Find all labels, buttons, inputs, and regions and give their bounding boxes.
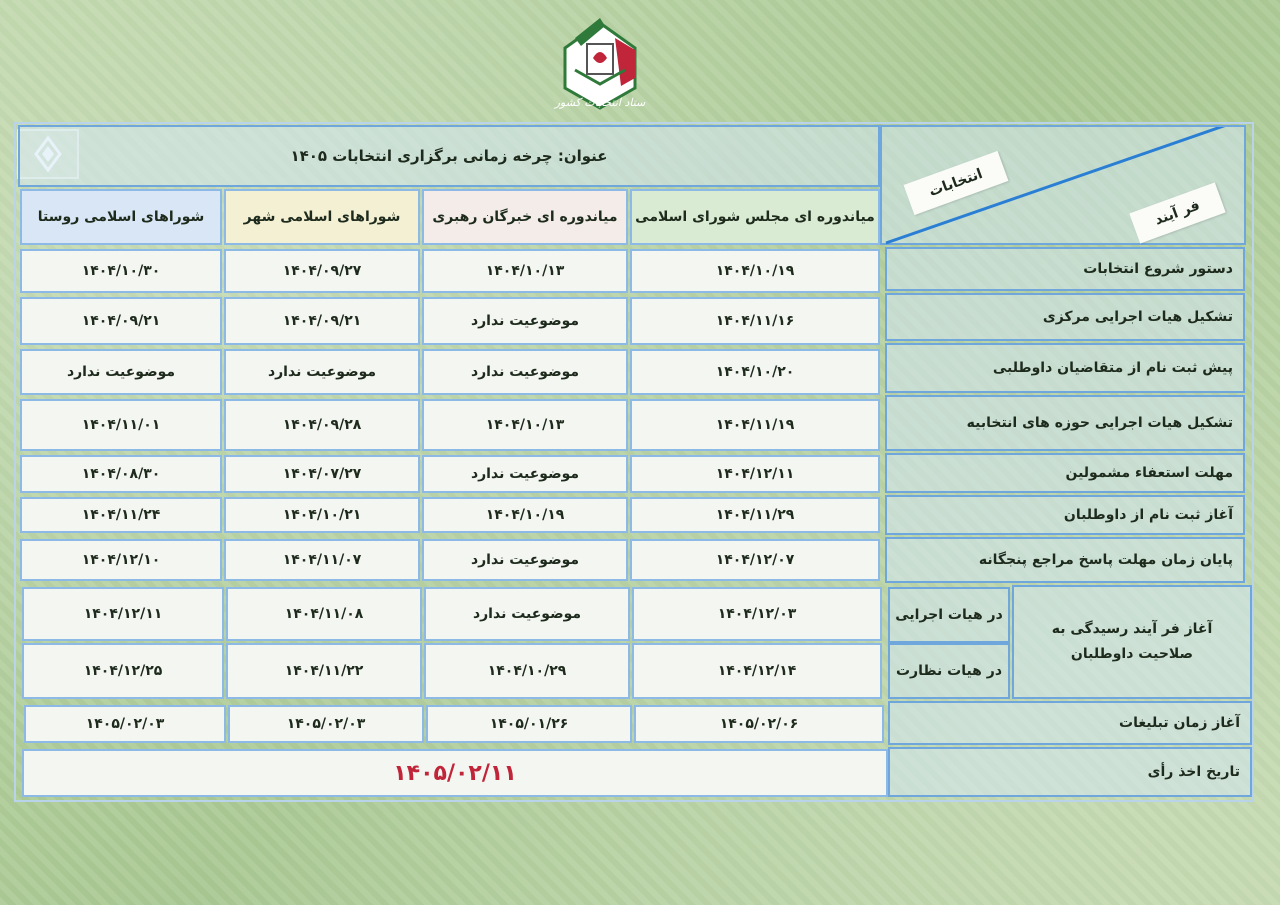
row-label-text: پایان زمان مهلت پاسخ مراجع پنجگانه [978, 552, 1233, 568]
column-header-experts [422, 189, 628, 245]
cell-value: ۱۴۰۵/۰۲/۰۳ [85, 716, 165, 732]
column-header-village-councils-text: شوراهای اسلامی روستا [37, 209, 205, 225]
cell-value: ۱۴۰۴/۰۹/۲۱ [282, 313, 362, 329]
row-label-text: مهلت استعفاء مشمولین [1065, 465, 1233, 481]
row-label-central-executive-board [885, 293, 1245, 341]
row-label-vote-date [888, 747, 1252, 797]
row-label-text: تاریخ اخذ رأی [1147, 764, 1240, 780]
vote-date-value: ۱۴۰۵/۰۲/۱۱ [393, 760, 517, 786]
table-cell [630, 399, 880, 451]
cell-value: ۱۴۰۴/۱۰/۱۹ [715, 263, 795, 279]
elections-label: انتخابات [926, 165, 985, 201]
cell-value: ۱۴۰۴/۰۷/۲۷ [282, 466, 362, 482]
row-label-text: دستور شروع انتخابات [1083, 261, 1233, 277]
row-label-text: آغاز فر آیند رسیدگی به صلاحیت داوطلبان [1051, 620, 1213, 662]
logo-caption: ستاد انتخابات کشور [554, 96, 646, 109]
cell-value: ۱۴۰۴/۱۰/۲۹ [487, 663, 567, 679]
cell-value: ۱۴۰۴/۱۱/۱۹ [715, 417, 795, 433]
table-cell [422, 399, 628, 451]
cell-value: ۱۴۰۴/۱۱/۲۴ [81, 507, 161, 523]
cell-value: ۱۴۰۴/۱۱/۲۲ [284, 663, 364, 679]
table-cell [224, 455, 420, 493]
table-cell [20, 249, 222, 293]
row-label-qualification-review [1012, 585, 1252, 699]
table-cell [20, 539, 222, 581]
cell-value: ۱۴۰۴/۱۰/۱۹ [485, 507, 565, 523]
cell-value: ۱۴۰۴/۱۰/۱۳ [485, 263, 565, 279]
table-cell [422, 297, 628, 345]
cell-value: ۱۴۰۴/۱۲/۱۱ [715, 466, 795, 482]
cell-value: موضوعیت ندارد [470, 364, 580, 380]
table-cell [24, 705, 226, 743]
cell-value: ۱۴۰۴/۱۱/۰۷ [282, 552, 362, 568]
table-cell [224, 497, 420, 533]
table-cell [224, 399, 420, 451]
table-cell [630, 497, 880, 533]
cell-value: ۱۴۰۴/۱۰/۲۱ [282, 507, 362, 523]
sub-label-executive-board [888, 587, 1010, 643]
process-label: فر آیند [1152, 197, 1202, 229]
table-cell [630, 455, 880, 493]
table-cell [22, 643, 224, 699]
table-cell [228, 705, 424, 743]
table-cell [422, 349, 628, 395]
row-label-pre-registration [885, 343, 1245, 393]
table-cell [20, 349, 222, 395]
table-cell [224, 249, 420, 293]
table-cell [632, 643, 882, 699]
cell-value: موضوعیت ندارد [470, 313, 580, 329]
table-cell [426, 705, 632, 743]
table-cell [422, 455, 628, 493]
table-cell [634, 705, 884, 743]
cell-value: ۱۴۰۴/۱۰/۲۰ [715, 364, 795, 380]
column-header-experts-text: میاندوره ای خبرگان رهبری [432, 209, 618, 225]
cell-value: ۱۴۰۴/۱۲/۱۱ [83, 606, 163, 622]
sub-label-text: در هیات اجرایی [895, 607, 1003, 623]
cell-value: موضوعیت ندارد [472, 606, 582, 622]
row-label-text: پیش ثبت نام از متقاضیان داوطلبی [992, 360, 1233, 376]
column-header-majlis-text: میاندوره ای مجلس شورای اسلامی [635, 209, 875, 225]
table-cell [20, 497, 222, 533]
column-header-village-councils [20, 189, 222, 245]
cell-value: ۱۴۰۴/۱۲/۰۷ [715, 552, 795, 568]
cell-value: ۱۴۰۴/۱۲/۱۰ [81, 552, 161, 568]
table-cell [226, 643, 422, 699]
table-cell [630, 349, 880, 395]
cell-value: موضوعیت ندارد [267, 364, 377, 380]
row-label-registration-start [885, 495, 1245, 535]
table-cell [424, 587, 630, 641]
table-cell [630, 297, 880, 345]
table-cell [20, 455, 222, 493]
table-cell [20, 297, 222, 345]
cell-value: ۱۴۰۴/۰۹/۲۷ [282, 263, 362, 279]
cell-value: ۱۴۰۴/۰۸/۳۰ [81, 466, 161, 482]
cell-value: ۱۴۰۴/۰۹/۲۸ [282, 417, 362, 433]
row-label-text: آغاز زمان تبلیغات [1119, 715, 1240, 731]
cell-value: ۱۴۰۴/۱۱/۱۶ [715, 313, 795, 329]
table-cell [422, 249, 628, 293]
table-cell [226, 587, 422, 641]
table-cell [424, 643, 630, 699]
table-cell [422, 539, 628, 581]
cell-value: ۱۴۰۵/۰۲/۰۳ [286, 716, 366, 732]
table-cell [224, 349, 420, 395]
corner-header [880, 125, 1246, 245]
row-label-campaign-start [888, 701, 1252, 745]
cell-value: موضوعیت ندارد [470, 552, 580, 568]
cell-value: ۱۴۰۵/۰۲/۰۶ [719, 716, 799, 732]
cell-value: ۱۴۰۴/۱۱/۰۱ [81, 417, 161, 433]
table-cell [224, 539, 420, 581]
table-cell [630, 249, 880, 293]
cell-value: موضوعیت ندارد [66, 364, 176, 380]
sub-label-text: در هیات نظارت [895, 663, 1003, 679]
cell-value: موضوعیت ندارد [470, 466, 580, 482]
table-title-text: عنوان: چرخه زمانی برگزاری انتخابات ۱۴۰۵ [290, 147, 608, 165]
row-label-district-executive-boards [885, 395, 1245, 451]
row-label-text: تشکیل هیات اجرایی حوزه های انتخابیه [966, 415, 1233, 431]
table-cell [422, 497, 628, 533]
table-cell [20, 399, 222, 451]
cell-value: ۱۴۰۴/۱۰/۳۰ [81, 263, 161, 279]
row-label-resignation-deadline [885, 453, 1245, 493]
vote-date-cell [22, 749, 888, 797]
column-header-city-councils [224, 189, 420, 245]
column-header-city-councils-text: شوراهای اسلامی شهر [243, 209, 401, 225]
row-label-start-order [885, 247, 1245, 291]
table-cell [224, 297, 420, 345]
row-label-five-authorities-response [885, 537, 1245, 583]
cell-value: ۱۴۰۴/۱۱/۰۸ [284, 606, 364, 622]
cell-value: ۱۴۰۵/۰۱/۲۶ [489, 716, 569, 732]
cell-value: ۱۴۰۴/۱۱/۲۹ [715, 507, 795, 523]
cell-value: ۱۴۰۴/۱۲/۰۳ [717, 606, 797, 622]
cell-value: ۱۴۰۴/۱۲/۱۴ [717, 663, 797, 679]
table-cell [630, 539, 880, 581]
cell-value: ۱۴۰۴/۱۲/۲۵ [83, 663, 163, 679]
sub-label-supervisory-board [888, 643, 1010, 699]
table-cell [22, 587, 224, 641]
table-cell [632, 587, 882, 641]
row-label-text: آغاز ثبت نام از داوطلبان [1063, 507, 1233, 523]
table-title [18, 125, 880, 187]
row-label-text: تشکیل هیات اجرایی مرکزی [1042, 309, 1233, 325]
column-header-majlis [630, 189, 880, 245]
cell-value: ۱۴۰۴/۱۰/۱۳ [485, 417, 565, 433]
cell-value: ۱۴۰۴/۰۹/۲۱ [81, 313, 161, 329]
